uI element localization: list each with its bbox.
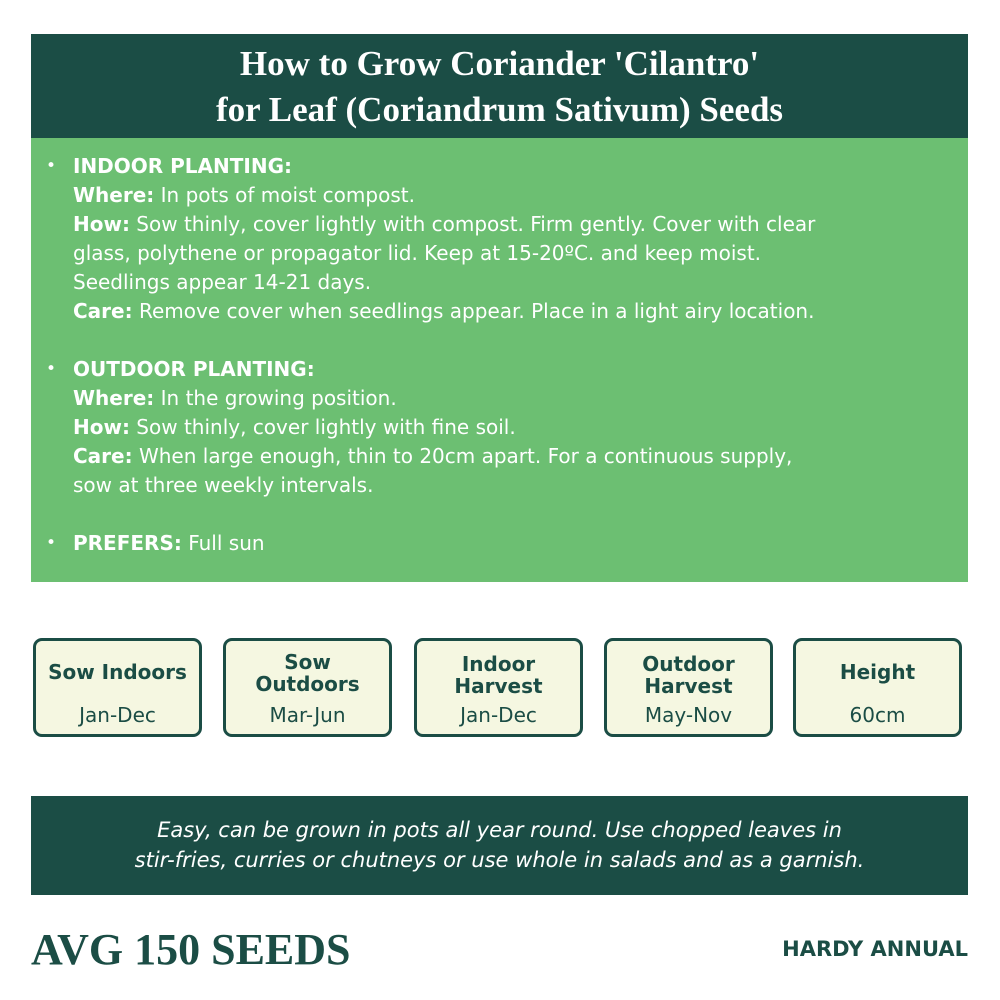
where-label: Where: <box>73 183 155 207</box>
indoor-care <box>73 297 948 326</box>
bullet-icon: • <box>46 156 57 176</box>
card-title-line-1: Indoor <box>461 652 536 676</box>
where-label: Where: <box>73 386 155 410</box>
description-line-2: stir-fries, curries or chutneys or use whole in salads and as a garnish. <box>134 848 865 872</box>
card-sow-outdoors <box>223 638 392 737</box>
card-height <box>793 638 962 737</box>
growing-info-cards <box>33 638 967 741</box>
description-banner <box>31 796 968 895</box>
care-label: Care: <box>73 444 133 468</box>
care-text: Remove cover when seedlings appear. Place in a light airy location. <box>132 299 815 323</box>
outdoor-care-line-1 <box>73 442 948 471</box>
card-title-line-2: Outdoors <box>255 672 360 696</box>
title-line-1: How to Grow Coriander 'Cilantro' <box>239 44 760 83</box>
card-sow-indoors <box>33 638 202 737</box>
outdoor-care-line-2: sow at three weekly intervals. <box>73 473 374 497</box>
card-title-line-2: Harvest <box>454 674 543 698</box>
description-line-1: Easy, can be grown in pots all year round. Use chopped leaves in <box>157 818 842 842</box>
care-label: Care: <box>73 299 133 323</box>
prefers-line <box>73 529 948 558</box>
indoor-planting-section <box>46 152 948 326</box>
how-text: Sow thinly, cover lightly with compost. Firm gently. Cover with clear <box>129 212 816 236</box>
where-text: In pots of moist compost. <box>154 183 415 207</box>
card-title-line-1: Outdoor <box>642 652 735 676</box>
card-value: Jan-Dec <box>79 703 156 727</box>
indoor-how-line-3: Seedlings appear 14-21 days. <box>73 270 372 294</box>
card-title: Height <box>839 660 916 684</box>
bullet-icon: • <box>46 359 57 379</box>
bullet-icon: • <box>46 533 57 553</box>
prefers-section <box>46 529 948 558</box>
plant-type: HARDY ANNUAL <box>782 937 968 961</box>
card-outdoor-harvest <box>604 638 773 737</box>
outdoor-how <box>73 413 948 442</box>
seed-count: AVG 150 SEEDS <box>31 925 351 974</box>
care-text: When large enough, thin to 20cm apart. For a continuous supply, <box>132 444 793 468</box>
indoor-heading: INDOOR PLANTING: <box>73 154 293 178</box>
title-line-2: for Leaf (Coriandrum Sativum) Seeds <box>215 90 784 129</box>
how-text: Sow thinly, cover lightly with fine soil. <box>129 415 516 439</box>
indoor-where <box>73 181 948 210</box>
outdoor-heading: OUTDOOR PLANTING: <box>73 357 315 381</box>
card-value: Jan-Dec <box>460 703 537 727</box>
how-label: How: <box>73 415 130 439</box>
prefers-label: PREFERS: <box>73 531 182 555</box>
instructions-list <box>46 152 948 558</box>
card-indoor-harvest <box>414 638 583 737</box>
prefers-text: Full sun <box>181 531 265 555</box>
card-title-line-2: Harvest <box>644 674 733 698</box>
card-value: 60cm <box>849 703 906 727</box>
card-value: May-Nov <box>644 703 733 727</box>
indoor-how-line-2: glass, polythene or propagator lid. Keep at 15-20ºC. and keep moist. <box>73 241 762 265</box>
how-label: How: <box>73 212 130 236</box>
card-title-line-1: Sow <box>284 650 331 674</box>
planting-instructions <box>31 138 968 582</box>
indoor-how-line-1 <box>73 210 948 239</box>
outdoor-where <box>73 384 948 413</box>
outdoor-planting-section <box>46 355 948 500</box>
page-title <box>31 34 968 138</box>
card-title: Sow Indoors <box>48 660 187 684</box>
card-value: Mar-Jun <box>269 703 346 727</box>
where-text: In the growing position. <box>154 386 397 410</box>
